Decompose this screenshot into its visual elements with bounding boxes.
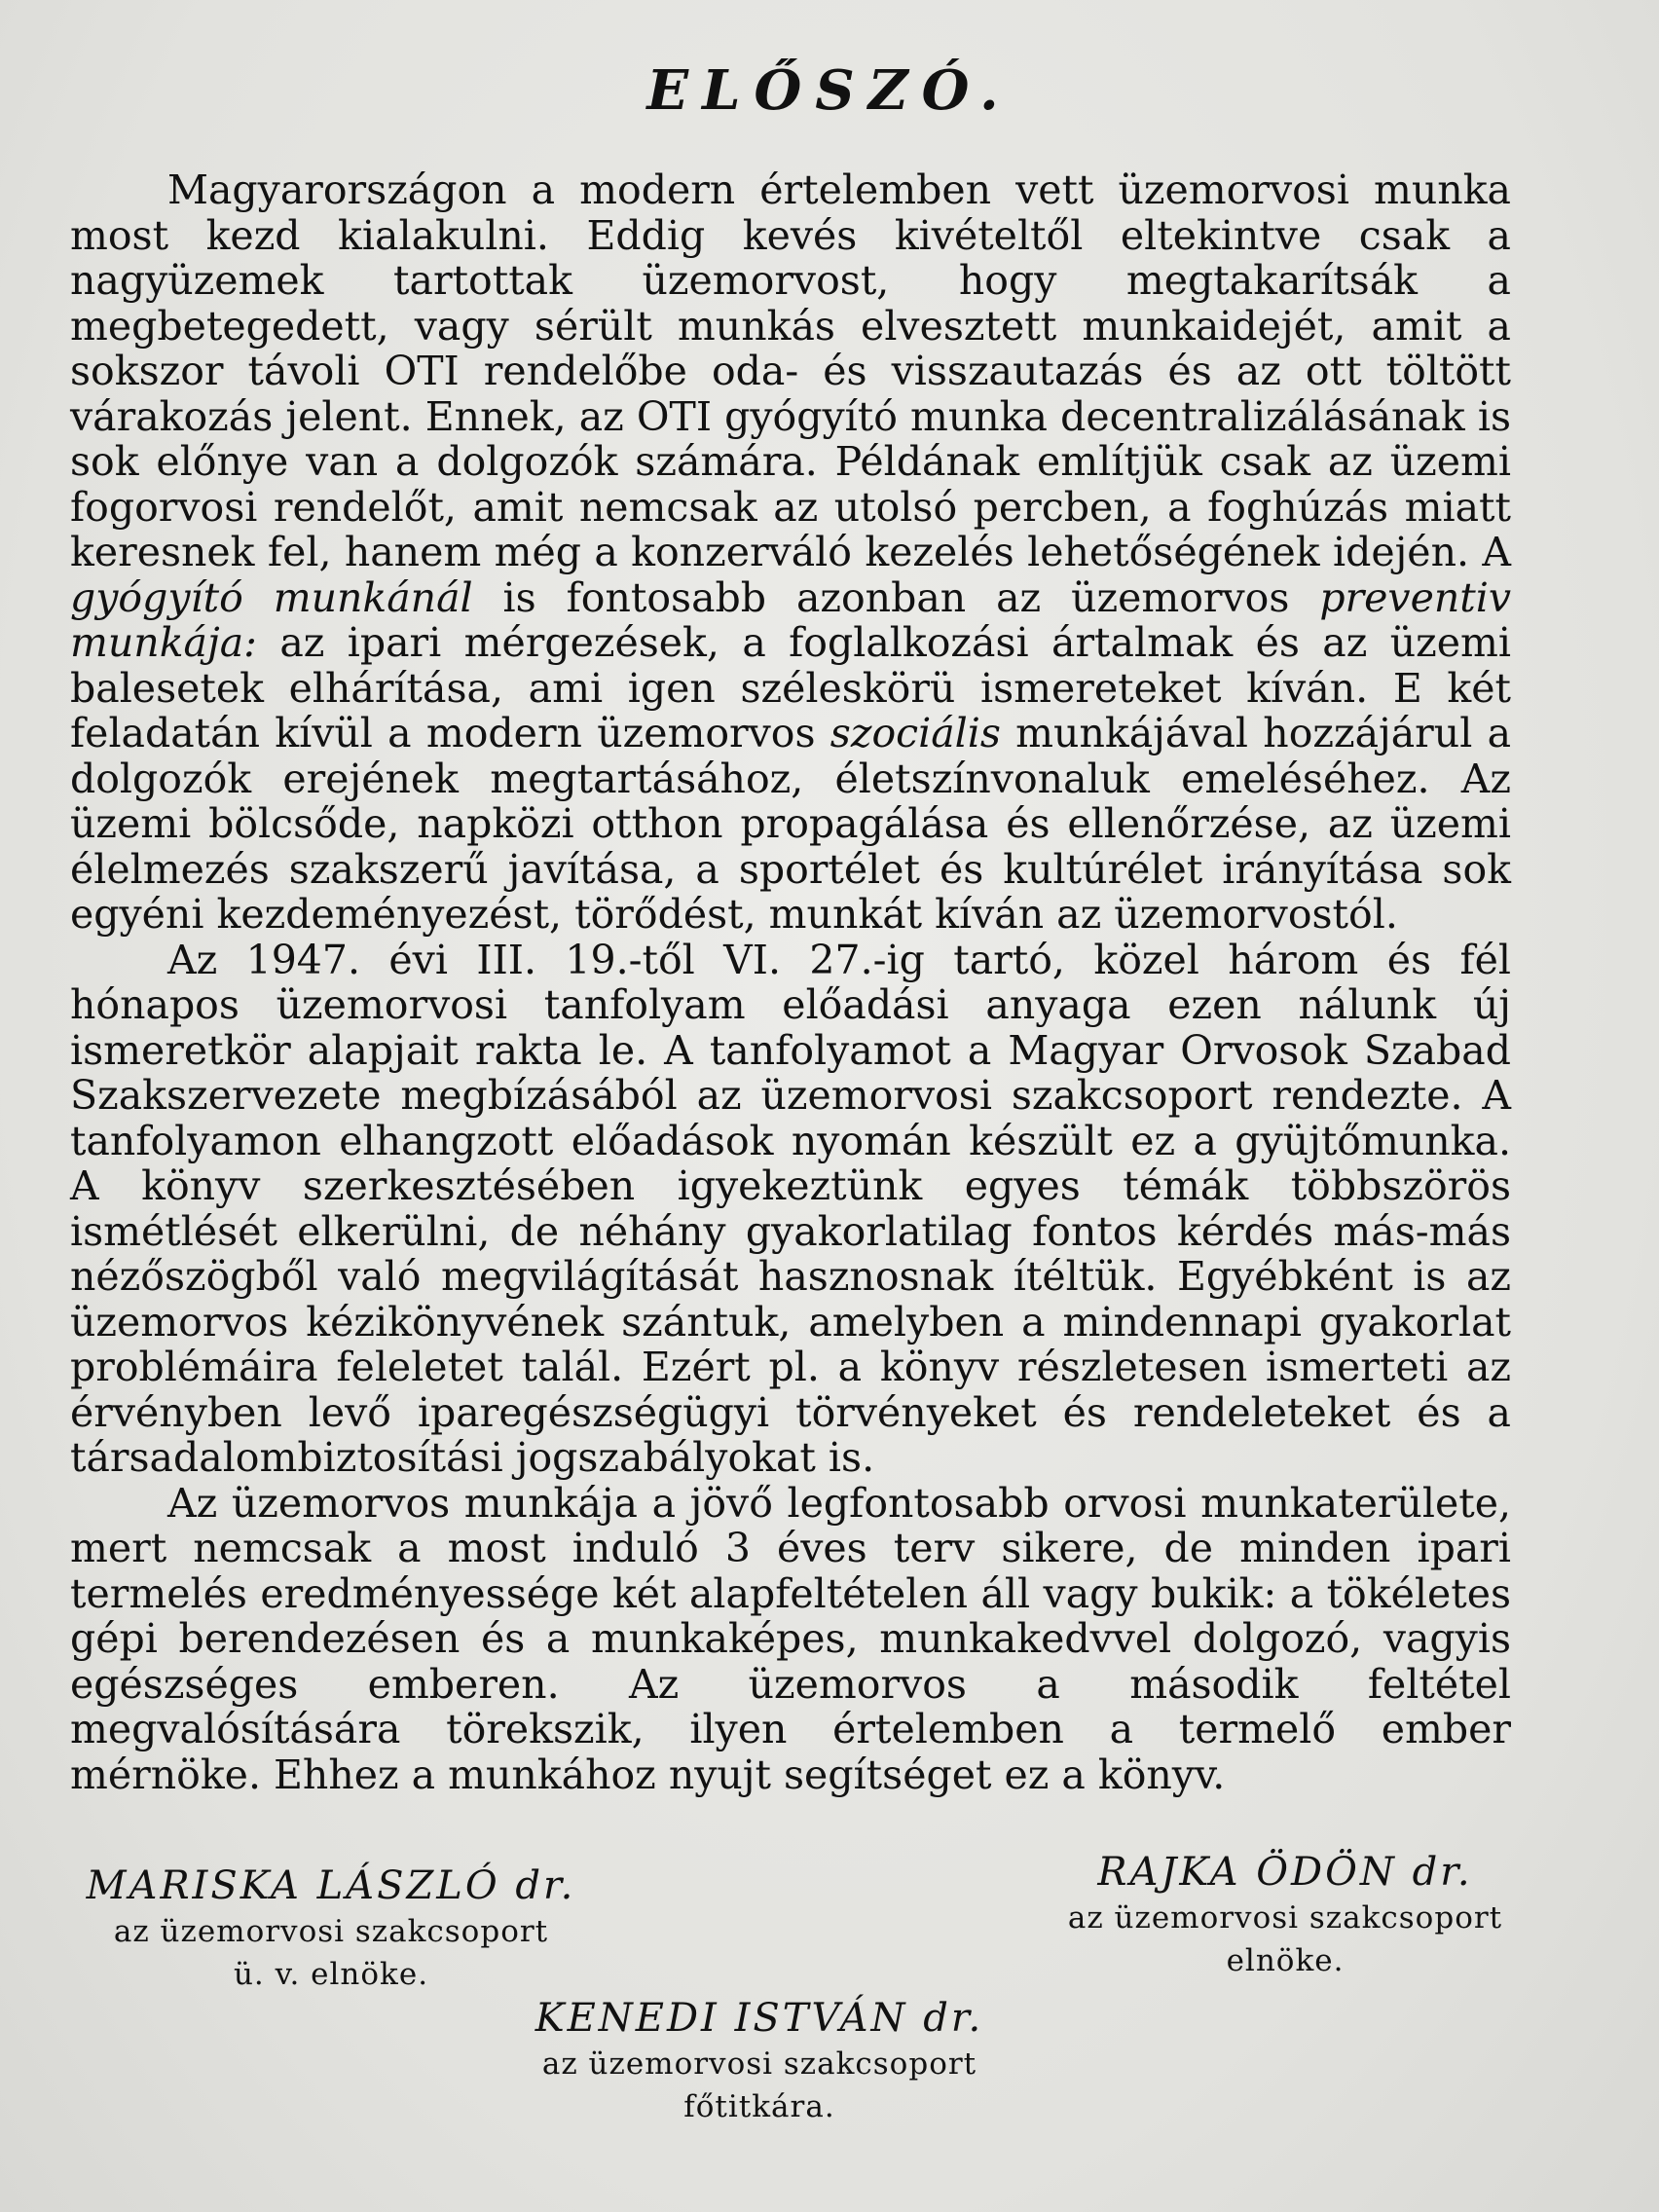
signature-title: főtitkára. <box>683 2089 835 2124</box>
italic-segment: gyógyító munkánál <box>70 573 473 621</box>
text-segment: az ipari mérgezések, a foglalkozási ártalmak és az üzemi balesetek elhárítása, ami igen széleskörü ismereteket kíván. E két feladatán kívül a modern üzemorvos <box>70 619 1511 756</box>
text-segment: munkájával hozzájárul a dolgozók erejének megtartásához, életszínvonaluk emeléséhez. Az üzemi bölcsőde, napközi otthon propagálása és ellenőrzése, az üzemi élelmezés szakszerű javítása, a sportélet és kultúrélet irányítása sok egyéni kezdeményezést, törődést, munkát kíván az üzemorvostól. <box>70 710 1512 938</box>
signature-kenedi <box>506 1994 1013 2128</box>
signature-title: ü. v. elnöke. <box>233 1957 429 1992</box>
italic-segment: szociális <box>830 710 1001 756</box>
text-segment: Az üzemorvos munkája a jövő legfontosabb orvosi munkaterülete, mert nemcsak a most induló 3 éves terv sikere, de minden ipari termelés eredményessége két alapfeltételen áll vagy bukik: a tökéletes gépi berendezésen és a munkaképes, munkakedvvel dolgozó, vagyis egészséges emberen. Az üzemorvos a második feltétel megvalósítására törekszik, ilyen értelemben a termelő ember mérnöke. Ehhez a munkához nyujt segítséget ez a könyv. <box>70 1479 1511 1798</box>
page-title: ELŐSZÓ. <box>646 58 1013 123</box>
signature-name: KENEDI ISTVÁN dr. <box>535 1996 984 2041</box>
signature-name: RAJKA ÖDÖN dr. <box>1097 1850 1473 1895</box>
paragraph-2 <box>70 938 1511 1481</box>
preface-body <box>70 167 1511 1797</box>
signature-name: MARISKA LÁSZLÓ dr. <box>86 1863 576 1908</box>
text-segment: is fontosabb azonban az üzemorvos <box>472 573 1320 621</box>
signature-title: elnöke. <box>1226 1943 1345 1978</box>
paragraph-3 <box>70 1481 1511 1798</box>
signature-role: az üzemorvosi szakcsoport <box>541 2046 977 2082</box>
paragraph-1 <box>70 167 1511 938</box>
italic-segment: preventiv munkája: <box>70 573 1512 666</box>
signature-rajka <box>1013 1848 1558 1982</box>
signature-mariska <box>68 1862 594 1996</box>
signature-role: az üzemorvosi szakcsoport <box>1067 1900 1503 1936</box>
text-segment: Az 1947. évi III. 19.-től VI. 27.-ig tartó, közel három és fél hónapos üzemorvosi tanfolyam előadási anyaga ezen nálunk új ismeretkör alapjait rakta le. A tanfolyamot a Magyar Orvosok Szabad Szakszervezete megbízásából az üzemorvosi szakcsoport rendezte. A tanfolyamon elhangzott előadások nyomán készült ez a gyüjtőmunka. A könyv szerkesztésében igyekeztünk egyes témák többszörös ismétlését elkerülni, de néhány gyakorlatilag fontos kérdés más-más nézőszögből való megvilágítását hasznosnak ítéltük. Egyébként is az üzemorvos kézikönyvének szántuk, amelyben a mindennapi gyakorlat problémáira feleletet talál. Ezért pl. a könyv részletesen ismerteti az érvényben levő iparegészségügyi törvényeket és rendeleteket és a társadalombiztosítási jogszabályokat is. <box>70 936 1511 1481</box>
signature-role: az üzemorvosi szakcsoport <box>113 1914 549 1949</box>
text-segment: Magyarországon a modern értelemben vett üzemorvosi munka most kezd kialakulni. Eddig kevés kivételtől eltekintve csak a nagyüzemek tartottak üzemorvost, hogy megtakarítsák a megbetegedett, vagy sérült munkás elvesztett munkaidejét, amit a sokszor távoli OTI rendelőbe oda- és visszautazás és az ott töltött várakozás jelent. Ennek, az OTI gyógyító munka decentralizálásának is sok előnye van a dolgozók számára. Példának említjük csak az üzemi fogorvosi rendelőt, amit nemcsak az utolsó percben, a foghúzás miatt keresnek fel, hanem még a konzerváló kezelés lehetőségének idején. A <box>70 166 1511 575</box>
